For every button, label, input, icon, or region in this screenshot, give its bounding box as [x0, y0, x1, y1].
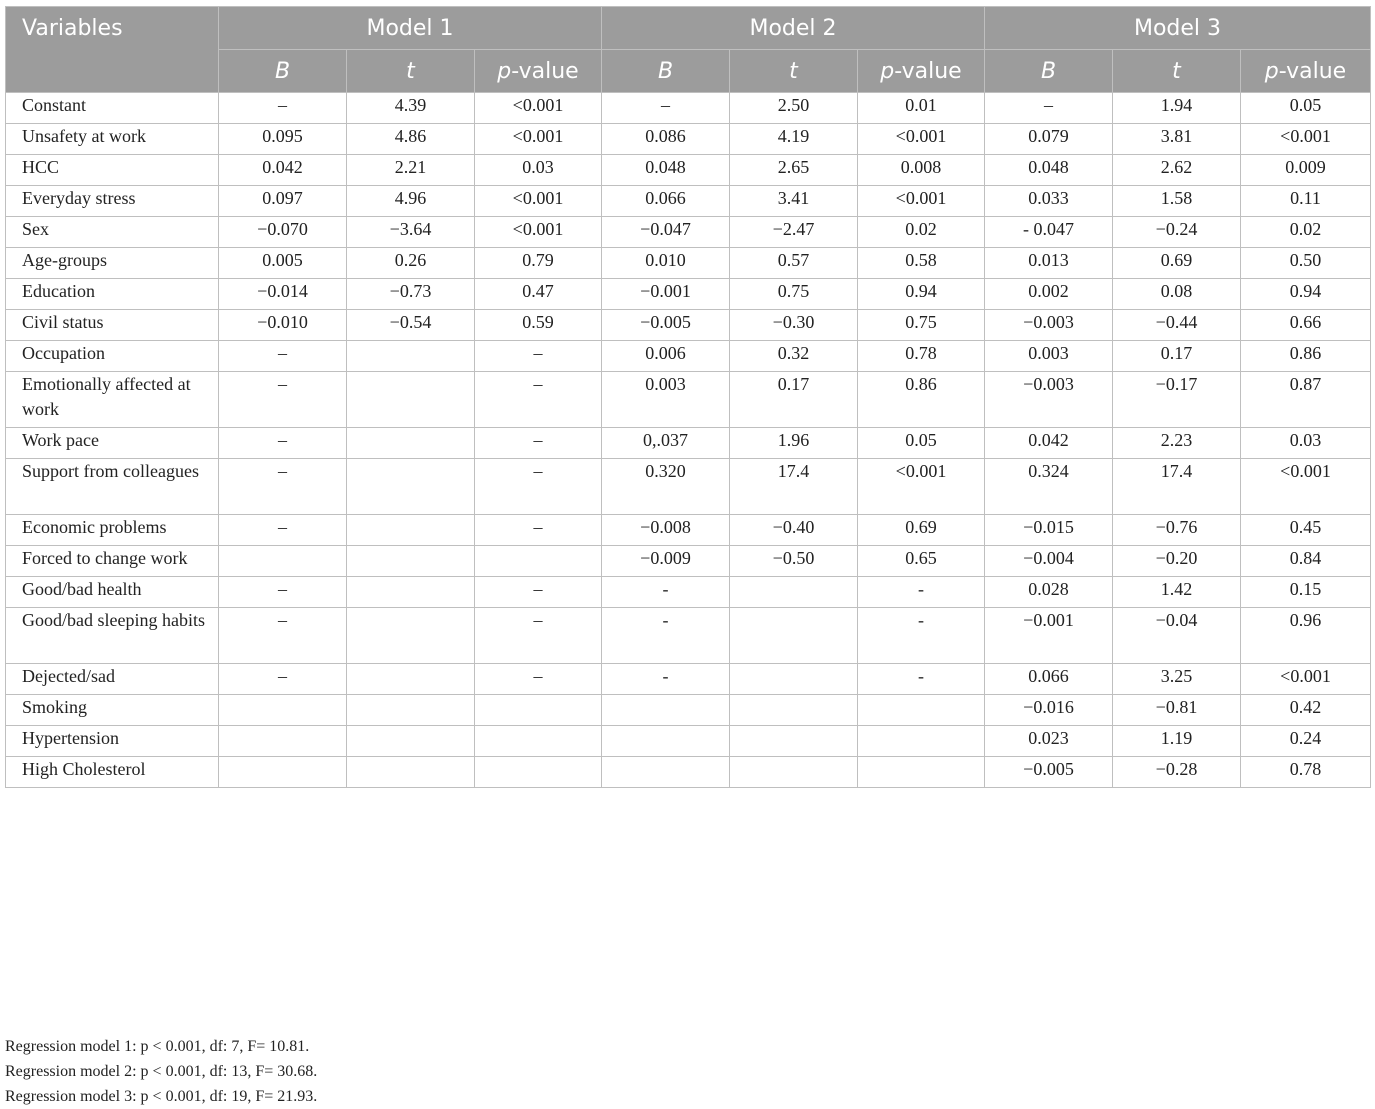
table-cell: 0.42: [1241, 695, 1371, 726]
table-cell: −0.50: [730, 546, 858, 577]
table-row: [6, 124, 1371, 155]
table-cell: –: [219, 459, 347, 515]
table-cell: [347, 695, 475, 726]
table-row: [6, 726, 1371, 757]
table-cell: -: [858, 608, 985, 664]
table-cell: 2.21: [347, 155, 475, 186]
variable-label: Good/bad sleeping habits: [6, 608, 219, 664]
table-cell: −0.003: [985, 372, 1113, 428]
table-cell: 0.097: [219, 186, 347, 217]
regression-table-container: [5, 6, 1370, 788]
table-cell: 0.05: [858, 428, 985, 459]
model-3-header: Model 3: [985, 7, 1371, 50]
table-cell: −0.010: [219, 310, 347, 341]
table-cell: 0.03: [475, 155, 602, 186]
pvalue-suffix: -value: [511, 58, 579, 84]
table-cell: <0.001: [1241, 124, 1371, 155]
table-cell: 0,.037: [602, 428, 730, 459]
table-cell: 0.006: [602, 341, 730, 372]
table-cell: [347, 726, 475, 757]
table-cell: [730, 695, 858, 726]
table-cell: 0.023: [985, 726, 1113, 757]
table-cell: 4.86: [347, 124, 475, 155]
table-row: [6, 93, 1371, 124]
table-cell: −0.016: [985, 695, 1113, 726]
table-cell: 0.69: [858, 515, 985, 546]
table-cell: –: [475, 515, 602, 546]
variable-label: High Cholesterol: [6, 757, 219, 788]
table-cell: 0.02: [1241, 217, 1371, 248]
table-cell: 0.66: [1241, 310, 1371, 341]
table-cell: [730, 757, 858, 788]
table-cell: −0.17: [1113, 372, 1241, 428]
table-cell: –: [219, 577, 347, 608]
table-cell: 0.028: [985, 577, 1113, 608]
table-cell: 0.57: [730, 248, 858, 279]
table-cell: –: [219, 341, 347, 372]
model-2-b-header: B: [602, 50, 730, 93]
table-cell: −0.24: [1113, 217, 1241, 248]
table-cell: 0.005: [219, 248, 347, 279]
table-row: [6, 757, 1371, 788]
table-cell: 0.96: [1241, 608, 1371, 664]
model-3-b-header: B: [985, 50, 1113, 93]
table-cell: 1.94: [1113, 93, 1241, 124]
model-1-header: Model 1: [219, 7, 602, 50]
table-row: [6, 341, 1371, 372]
table-cell: −0.009: [602, 546, 730, 577]
table-cell: –: [475, 608, 602, 664]
table-cell: [347, 341, 475, 372]
table-cell: –: [602, 93, 730, 124]
table-cell: 0.78: [858, 341, 985, 372]
table-cell: –: [219, 428, 347, 459]
table-cell: 4.19: [730, 124, 858, 155]
table-cell: 0.008: [858, 155, 985, 186]
table-cell: [219, 546, 347, 577]
table-cell: 17.4: [1113, 459, 1241, 515]
table-row: [6, 155, 1371, 186]
model-3-p-header: p-value: [1241, 50, 1371, 93]
table-cell: −0.001: [602, 279, 730, 310]
table-cell: 0.010: [602, 248, 730, 279]
model-2-p-header: p-value: [858, 50, 985, 93]
table-cell: 0.86: [858, 372, 985, 428]
table-cell: [347, 577, 475, 608]
variable-label: Everyday stress: [6, 186, 219, 217]
table-cell: 0.013: [985, 248, 1113, 279]
table-cell: −0.001: [985, 608, 1113, 664]
table-row: [6, 577, 1371, 608]
variable-label: Support from colleagues: [6, 459, 219, 515]
table-row: [6, 186, 1371, 217]
model-1-b-header: B: [219, 50, 347, 93]
variable-label: Education: [6, 279, 219, 310]
footnote-model-1: Regression model 1: p < 0.001, df: 7, F= 10.81.: [5, 1038, 310, 1055]
table-cell: 0.45: [1241, 515, 1371, 546]
table-cell: 2.23: [1113, 428, 1241, 459]
table-cell: 0.048: [985, 155, 1113, 186]
table-cell: 0.08: [1113, 279, 1241, 310]
table-cell: [475, 546, 602, 577]
table-cell: [475, 726, 602, 757]
table-row: [6, 279, 1371, 310]
table-cell: [602, 757, 730, 788]
variable-label: Good/bad health: [6, 577, 219, 608]
table-cell: −0.015: [985, 515, 1113, 546]
table-cell: 0.47: [475, 279, 602, 310]
table-cell: 0.50: [1241, 248, 1371, 279]
table-cell: 0.079: [985, 124, 1113, 155]
table-cell: -: [858, 664, 985, 695]
table-cell: 0.75: [858, 310, 985, 341]
table-row: [6, 248, 1371, 279]
table-cell: 4.96: [347, 186, 475, 217]
table-cell: -: [602, 577, 730, 608]
table-cell: 0.03: [1241, 428, 1371, 459]
table-cell: 0.05: [1241, 93, 1371, 124]
table-cell: −0.047: [602, 217, 730, 248]
table-cell: 0.17: [730, 372, 858, 428]
model-3-t-header: t: [1113, 50, 1241, 93]
table-cell: [347, 757, 475, 788]
variable-label: Work pace: [6, 428, 219, 459]
table-cell: [347, 608, 475, 664]
table-cell: −0.44: [1113, 310, 1241, 341]
table-cell: 1.42: [1113, 577, 1241, 608]
table-row: [6, 608, 1371, 664]
table-cell: –: [219, 93, 347, 124]
table-cell: 0.94: [858, 279, 985, 310]
table-cell: [730, 608, 858, 664]
table-cell: −0.40: [730, 515, 858, 546]
table-cell: 0.24: [1241, 726, 1371, 757]
table-cell: −0.28: [1113, 757, 1241, 788]
table-cell: 1.96: [730, 428, 858, 459]
model-2-t-header: t: [730, 50, 858, 93]
table-cell: [475, 757, 602, 788]
table-cell: 0.048: [602, 155, 730, 186]
variable-label: Economic problems: [6, 515, 219, 546]
model-1-t-header: t: [347, 50, 475, 93]
table-row: [6, 310, 1371, 341]
variable-label: Dejected/sad: [6, 664, 219, 695]
variable-label: HCC: [6, 155, 219, 186]
regression-table: [5, 6, 1371, 788]
table-cell: 0.324: [985, 459, 1113, 515]
table-cell: <0.001: [1241, 664, 1371, 695]
table-body: [6, 93, 1371, 788]
table-cell: [730, 577, 858, 608]
table-cell: <0.001: [475, 124, 602, 155]
table-cell: -: [858, 577, 985, 608]
table-header: [6, 7, 1371, 93]
table-cell: –: [475, 577, 602, 608]
table-cell: [347, 428, 475, 459]
table-cell: 0.003: [985, 341, 1113, 372]
table-cell: –: [219, 372, 347, 428]
table-cell: [858, 757, 985, 788]
variables-header: Variables: [6, 7, 219, 93]
table-cell: -: [602, 664, 730, 695]
table-cell: –: [475, 428, 602, 459]
table-cell: 0.042: [985, 428, 1113, 459]
variable-label: Emotionally affected at work: [6, 372, 219, 428]
table-cell: 3.25: [1113, 664, 1241, 695]
table-cell: 2.62: [1113, 155, 1241, 186]
table-cell: 1.58: [1113, 186, 1241, 217]
table-cell: 3.81: [1113, 124, 1241, 155]
table-cell: 0.65: [858, 546, 985, 577]
table-cell: 2.50: [730, 93, 858, 124]
table-cell: <0.001: [475, 217, 602, 248]
table-cell: −0.014: [219, 279, 347, 310]
table-cell: -: [602, 608, 730, 664]
table-cell: 0.78: [1241, 757, 1371, 788]
table-cell: [602, 695, 730, 726]
table-cell: 0.87: [1241, 372, 1371, 428]
table-cell: −0.73: [347, 279, 475, 310]
table-cell: [858, 726, 985, 757]
table-cell: 0.086: [602, 124, 730, 155]
table-cell: −2.47: [730, 217, 858, 248]
model-1-p-header: p-value: [475, 50, 602, 93]
table-cell: –: [475, 664, 602, 695]
variable-label: Smoking: [6, 695, 219, 726]
variable-label: Civil status: [6, 310, 219, 341]
table-cell: [347, 664, 475, 695]
table-row: [6, 546, 1371, 577]
table-row: [6, 459, 1371, 515]
table-cell: 0.009: [1241, 155, 1371, 186]
table-cell: –: [219, 664, 347, 695]
table-row: [6, 515, 1371, 546]
table-cell: 17.4: [730, 459, 858, 515]
table-cell: 0.01: [858, 93, 985, 124]
table-footnotes: [5, 1034, 317, 1109]
variable-label: Age-groups: [6, 248, 219, 279]
table-cell: - 0.047: [985, 217, 1113, 248]
table-cell: [475, 695, 602, 726]
variable-label: Forced to change work: [6, 546, 219, 577]
table-cell: −3.64: [347, 217, 475, 248]
table-cell: 0.79: [475, 248, 602, 279]
table-cell: [602, 726, 730, 757]
table-cell: 0.066: [985, 664, 1113, 695]
table-cell: [219, 695, 347, 726]
table-cell: −0.005: [602, 310, 730, 341]
table-cell: 0.042: [219, 155, 347, 186]
model-2-header: Model 2: [602, 7, 985, 50]
pvalue-suffix: -value: [894, 58, 962, 84]
table-cell: −0.004: [985, 546, 1113, 577]
table-cell: [858, 695, 985, 726]
table-row: [6, 695, 1371, 726]
table-row: [6, 428, 1371, 459]
table-cell: 0.17: [1113, 341, 1241, 372]
table-cell: <0.001: [475, 93, 602, 124]
table-cell: 2.65: [730, 155, 858, 186]
table-cell: –: [475, 372, 602, 428]
table-cell: 0.320: [602, 459, 730, 515]
table-cell: <0.001: [475, 186, 602, 217]
table-cell: 4.39: [347, 93, 475, 124]
table-row: [6, 372, 1371, 428]
table-cell: –: [219, 515, 347, 546]
table-cell: 0.033: [985, 186, 1113, 217]
table-cell: –: [985, 93, 1113, 124]
table-cell: <0.001: [858, 459, 985, 515]
footnote-model-2: Regression model 2: p < 0.001, df: 13, F= 30.68.: [5, 1063, 318, 1080]
table-cell: [347, 372, 475, 428]
table-cell: 0.003: [602, 372, 730, 428]
table-cell: –: [475, 459, 602, 515]
variable-label: Constant: [6, 93, 219, 124]
table-cell: <0.001: [858, 186, 985, 217]
table-cell: −0.30: [730, 310, 858, 341]
table-cell: −0.04: [1113, 608, 1241, 664]
table-cell: 0.58: [858, 248, 985, 279]
table-cell: [347, 546, 475, 577]
table-cell: −0.81: [1113, 695, 1241, 726]
table-cell: 0.32: [730, 341, 858, 372]
table-row: [6, 217, 1371, 248]
table-cell: −0.070: [219, 217, 347, 248]
table-cell: −0.003: [985, 310, 1113, 341]
table-cell: –: [475, 341, 602, 372]
table-cell: 0.15: [1241, 577, 1371, 608]
table-cell: 0.75: [730, 279, 858, 310]
table-cell: −0.54: [347, 310, 475, 341]
table-cell: –: [219, 608, 347, 664]
variable-label: Hypertension: [6, 726, 219, 757]
table-cell: [219, 757, 347, 788]
table-cell: [347, 515, 475, 546]
table-cell: [730, 726, 858, 757]
table-cell: 0.84: [1241, 546, 1371, 577]
footnote-model-3: Regression model 3: p < 0.001, df: 19, F= 21.93.: [5, 1088, 318, 1105]
table-cell: [347, 459, 475, 515]
table-cell: 0.02: [858, 217, 985, 248]
table-cell: 0.94: [1241, 279, 1371, 310]
table-cell: 0.86: [1241, 341, 1371, 372]
table-cell: 3.41: [730, 186, 858, 217]
table-cell: 0.26: [347, 248, 475, 279]
table-cell: −0.008: [602, 515, 730, 546]
table-cell: 0.066: [602, 186, 730, 217]
table-cell: 0.002: [985, 279, 1113, 310]
table-cell: <0.001: [858, 124, 985, 155]
table-cell: −0.20: [1113, 546, 1241, 577]
table-cell: [219, 726, 347, 757]
table-cell: −0.76: [1113, 515, 1241, 546]
variable-label: Unsafety at work: [6, 124, 219, 155]
table-cell: 0.095: [219, 124, 347, 155]
variable-label: Sex: [6, 217, 219, 248]
table-cell: [730, 664, 858, 695]
table-cell: −0.005: [985, 757, 1113, 788]
variable-label: Occupation: [6, 341, 219, 372]
table-cell: 0.69: [1113, 248, 1241, 279]
table-cell: 1.19: [1113, 726, 1241, 757]
pvalue-suffix: -value: [1278, 58, 1347, 84]
table-row: [6, 664, 1371, 695]
table-cell: <0.001: [1241, 459, 1371, 515]
table-cell: 0.11: [1241, 186, 1371, 217]
table-cell: 0.59: [475, 310, 602, 341]
